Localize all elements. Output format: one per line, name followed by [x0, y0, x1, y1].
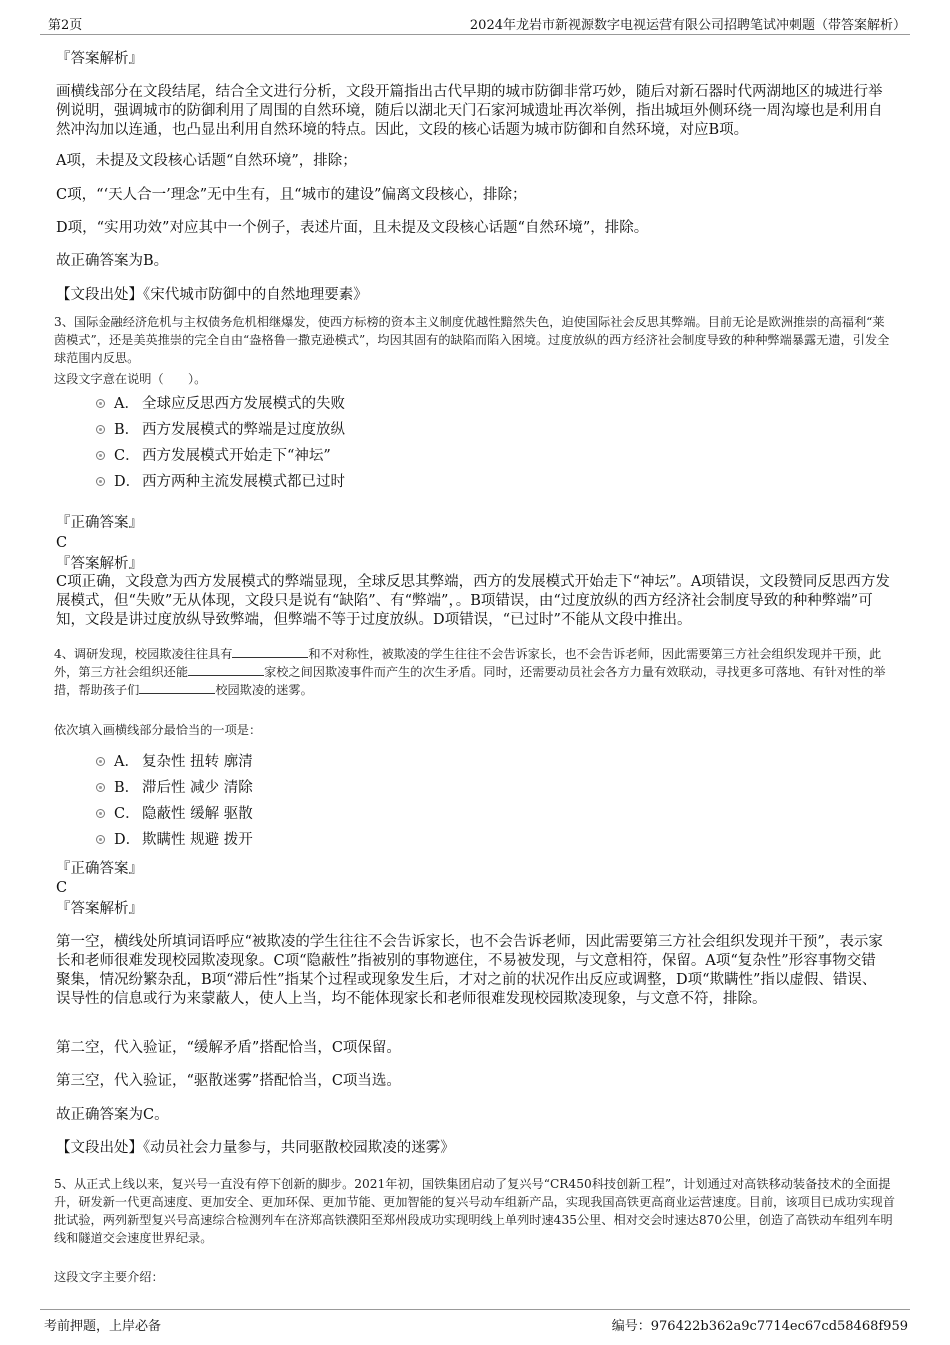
radio-icon[interactable]	[96, 451, 105, 460]
q4-answer-label: 『正确答案』	[56, 861, 143, 877]
q3-options	[56, 391, 656, 495]
page-footer	[40, 1309, 910, 1338]
q3-analysis: C项正确，文段意为西方发展模式的弊端显现，全球反思其弊端，西方的发展模式开始走下“神坛”。A项错误，文段赞同反思西方发展模式，但“失败”无从体现，文段只是说有“缺陷”、有“弊端”，。B项错误，由“过度放纵的西方经济社会制度导致的种种弊端”可知，文段是讲过度放纵导致弊端，但弊端不等于过度放纵。D项错误，“已过时”不能从文段中推出。	[56, 574, 890, 628]
prev-source: 【文段出处】《宋代城市防御中的自然地理要素》	[56, 287, 368, 303]
q4-option-b[interactable]: B． 滞后性 减少 清除	[56, 775, 656, 801]
q4-analysis: 第一空，横线处所填词语呼应“被欺凌的学生往往不会告诉家长，也不会告诉老师，因此需要第三方社会组织发现并干预”，表示家长和老师很难发现校园欺凌现象。C项“隐蔽性”指被别的事物遮住，不易被发现，与文意相符，保留。A项“复杂性”形容事物交错聚集，情况纷繁杂乱，B项“滞后性”指某个过程或现象发生后，才对之前的状况作出反应或调整，D项“欺瞒性”指以虚假、错误、误导性的信息或行为来蒙蔽人，使人上当，均不能体现家长和老师很难发现校园欺凌现象，与文意不符，排除。	[56, 934, 883, 1007]
q4-third-blank: 第三空，代入验证，“驱散迷雾”搭配恰当，C项当选。	[56, 1073, 401, 1089]
page-header	[40, 12, 910, 35]
q4-option-d[interactable]: D． 欺瞒性 规避 拨开	[56, 827, 656, 853]
radio-icon[interactable]	[96, 399, 105, 408]
q3-answer: C	[56, 535, 68, 551]
prev-analysis-label: 『答案解析』	[56, 51, 143, 67]
radio-icon[interactable]	[96, 809, 105, 818]
q4-option-c[interactable]: C． 隐蔽性 缓解 驱散	[56, 801, 656, 827]
q3-prompt: 这段文字意在说明（ ）。	[54, 372, 207, 386]
prev-option-c-note: C项，“‘天人合一’理念”无中生有，且“城市的建设”偏离文段核心，排除；	[56, 187, 527, 203]
page-number: 第2页	[48, 18, 83, 33]
q4-answer: C	[56, 880, 68, 896]
radio-icon[interactable]	[96, 477, 105, 486]
q5-stem: 5、从正式上线以来，复兴号一直没有停下创新的脚步。2021年初，国铁集团启动了复兴号“CR450科技创新工程”，计划通过对高铁移动装备技术的全面提升，研发新一代更高速度、更加安全、更加环保、更加节能、更加智能的复兴号动车组新产品，实现我国高铁更高商业运营速度。目前，该项目已成功实现首批试验，两列新型复兴号高速综合检测列车在济郑高铁濮阳至郑州段成功实现明线上单列时速435公里、相对交会时速达870公里，创造了高铁动车组列车明线和隧道交会速度世界纪录。	[54, 1177, 895, 1245]
radio-icon[interactable]	[96, 783, 105, 792]
q4-option-a[interactable]: A． 复杂性 扭转 廓清	[56, 749, 656, 775]
q4-source: 【文段出处】《动员社会力量参与，共同驱散校园欺凌的迷雾》	[56, 1140, 455, 1156]
q3-option-b[interactable]: B． 西方发展模式的弊端是过度放纵	[56, 417, 656, 443]
q5-prompt: 这段文字主要介绍：	[54, 1270, 164, 1284]
q4-conclusion: 故正确答案为C。	[56, 1107, 169, 1123]
q4-second-blank: 第二空，代入验证，“缓解矛盾”搭配恰当，C项保留。	[56, 1040, 401, 1056]
radio-icon[interactable]	[96, 425, 105, 434]
q4-prompt: 依次填入画横线部分最恰当的一项是：	[54, 723, 262, 737]
blank-2	[188, 663, 264, 676]
prev-option-a-note: A项，未提及文段核心话题“自然环境”，排除；	[56, 153, 357, 169]
q3-option-c[interactable]: C． 西方发展模式开始走下“神坛”	[56, 443, 656, 469]
prev-option-d-note: D项，“实用功效”对应其中一个例子，表述片面，且未提及文段核心话题“自然环境”，排除。	[56, 220, 649, 236]
q4-analysis-label: 『答案解析』	[56, 901, 143, 917]
q3-analysis-label: 『答案解析』	[56, 556, 143, 572]
radio-icon[interactable]	[96, 835, 105, 844]
blank-3	[139, 681, 215, 694]
blank-1	[232, 645, 308, 658]
prev-conclusion: 故正确答案为B。	[56, 253, 169, 269]
prev-analysis: 画横线部分在文段结尾，结合全文进行分析，文段开篇指出古代早期的城市防御非常巧妙，随后对新石器时代两湖地区的城进行举例说明，强调城市的防御利用了周围的自然环境，随后以湖北天门石家河城遗址再次举例，指出城垣外侧环绕一周沟壕也是利用自然冲沟加以连通，也凸显出利用自然环境的特点。因此，文段的核心话题为城市防御和自然环境，对应B项。	[56, 84, 883, 138]
document-serial: 编号：976422b362a9c7714ec67cd58468f959	[611, 1319, 908, 1334]
q4-options	[56, 749, 656, 853]
footer-slogan: 考前押题，上岸必备	[44, 1319, 162, 1334]
document-title: 2024年龙岩市新视源数字电视运营有限公司招聘笔试冲刺题（带答案解析）	[469, 18, 906, 33]
radio-icon[interactable]	[96, 757, 105, 766]
q3-stem: 3、国际金融经济危机与主权债务危机相继爆发，使西方标榜的资本主义制度优越性黯然失色，迫使国际社会反思其弊端。目前无论是欧洲推崇的高福利“莱茵模式”，还是美英推崇的完全自由“盎格鲁一撒克逊模式”，均因其固有的缺陷而陷入困境。过度放纵的西方经济社会制度导致的种种弊端暴露无遗，引发全球范围内反思。	[54, 315, 890, 365]
q3-option-d[interactable]: D． 西方两种主流发展模式都已过时	[56, 469, 656, 495]
q4-stem: 4、调研发现，校园欺凌往往具有 和不对称性，被欺凌的学生往往不会告诉家长，也不会告诉老师，因此需要第三方社会组织发现并干预，此外，第三方社会组织还能 家校之间因欺凌事件而产生的次生矛盾。同时，还需要动员社会各方力量有效联动，寻找更多可落地、有针对性的举措，帮助孩子们 校园欺凌的迷雾。	[54, 647, 886, 697]
q3-option-a[interactable]: A． 全球应反思西方发展模式的失败	[56, 391, 656, 417]
q3-answer-label: 『正确答案』	[56, 515, 143, 531]
